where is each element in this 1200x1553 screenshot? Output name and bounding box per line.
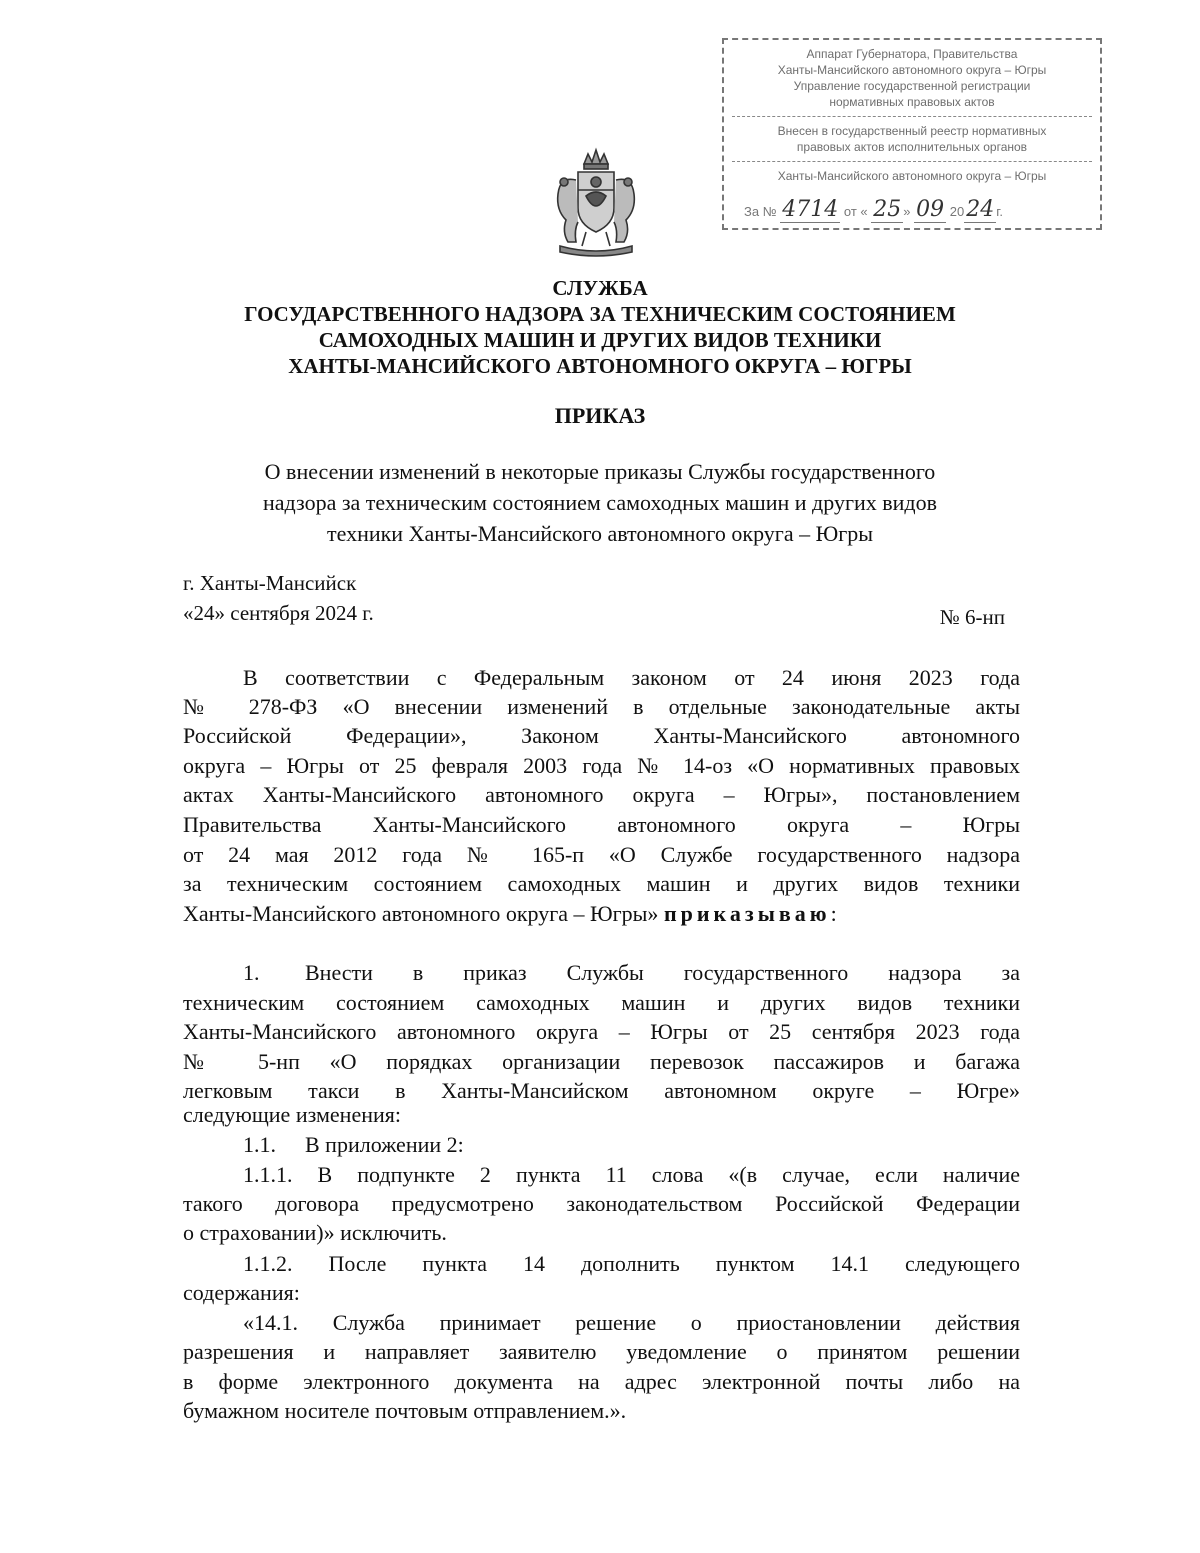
preamble-line: актах Ханты-Мансийского автономного округа – Югры», постановлением [183, 782, 1020, 807]
stamp-divider [732, 161, 1092, 162]
item-1-1-2-text: После пункта 14 дополнить пунктом 14.1 следующего [328, 1251, 1021, 1276]
item-1-text: Внести в приказ Службы государственного надзора за [305, 960, 1020, 985]
stamp-entered-line: правовых актов исполнительных органов [796, 140, 1028, 154]
preamble-line: Российской Федерации», Законом Ханты-Мансийского автономного [183, 723, 1020, 748]
item-1-1-2-line [243, 1249, 1020, 1279]
quote-line: бумажном носителе почтовым отправлением.». [183, 1398, 627, 1423]
place-and-date [183, 568, 374, 628]
registration-stamp [722, 38, 1102, 230]
document-subject [150, 456, 1050, 549]
stamp-reg-month: 09 [916, 197, 945, 222]
org-line: СЛУЖБА [552, 276, 648, 300]
stamp-region: Ханты-Мансийского автономного округа – Югры [777, 169, 1047, 183]
stamp-reg-day: 25 [873, 197, 902, 222]
stamp-reg-year-suffix: г. [996, 204, 1003, 219]
city: г. Ханты-Мансийск [183, 571, 357, 595]
preamble-text: Ханты-Мансийского автономного округа – Югры» [183, 901, 659, 926]
coat-of-arms-icon [546, 146, 646, 258]
document-type: ПРИКАЗ [554, 403, 646, 428]
subject-line: надзора за техническим состоянием самоходных машин и других видов [263, 490, 937, 515]
org-line: ГОСУДАРСТВЕННОГО НАДЗОРА ЗА ТЕХНИЧЕСКИМ СОСТОЯНИЕМ [244, 302, 956, 326]
item-1-1-1-line [243, 1160, 1020, 1190]
item-1-1-line [243, 1130, 1020, 1160]
preamble-line: № 278-ФЗ «О внесении изменений в отдельные законодательные акты [183, 694, 1020, 719]
item-1-line: техническим состоянием самоходных машин и других видов техники [183, 990, 1020, 1015]
document-date: «24» сентября 2024 г. [183, 601, 374, 625]
preamble-last-line [183, 899, 1020, 929]
quote-line: разрешения и направляет заявителю уведомление о принятом решении [183, 1339, 1020, 1364]
item-1-1-1-text: В подпункте 2 пункта 11 слова «(в случае, если наличие [317, 1162, 1020, 1187]
item-1-1-1-line: о страховании)» исключить. [183, 1220, 447, 1245]
preamble-line: Правительства Ханты-Мансийского автономного округа – Югры [183, 812, 1020, 837]
item-1-line: № 5-нп «О порядках организации перевозок пассажиров и багажа [183, 1049, 1020, 1074]
organization-name [150, 275, 1050, 379]
item-1-1-2-line: содержания: [183, 1280, 300, 1305]
org-line: ХАНТЫ-МАНСИЙСКОГО АВТОНОМНОГО ОКРУГА – ЮГРЫ [288, 354, 912, 378]
item-1-1-text: В приложении 2: [305, 1132, 464, 1157]
org-line: САМОХОДНЫХ МАШИН И ДРУГИХ ВИДОВ ТЕХНИКИ [318, 328, 882, 352]
document-number: № 6-нп [939, 605, 1005, 629]
item-1-line: легковым такси в Ханты-Мансийском автономном округе – Югре» [183, 1078, 1020, 1103]
preamble-line: от 24 мая 2012 года № 165-п «О Службе государственного надзора [183, 842, 1020, 867]
item-1-number: 1. [243, 960, 260, 985]
preamble-line: за техническим состоянием самоходных машин и других видов техники [183, 871, 1020, 896]
order-word: приказываю [663, 901, 831, 926]
item-1-1-number: 1.1. [243, 1132, 276, 1157]
stamp-reg-day-close: » [903, 204, 911, 219]
stamp-reg-from: от « [843, 204, 868, 219]
subject-line: техники Ханты-Мансийского автономного округа – Югры [326, 521, 874, 546]
quote-line: в форме электронного документа на адрес электронной почты либо на [183, 1369, 1020, 1394]
preamble-line: В соответствии с Федеральным законом от 24 июня 2023 года [243, 665, 1020, 690]
item-1-1-1-number: 1.1.1. [243, 1162, 293, 1187]
stamp-reg-year: 24 [966, 197, 995, 222]
item-1-line: Ханты-Мансийского автономного округа – Югры от 25 сентября 2023 года [183, 1019, 1020, 1044]
item-1-line: следующие изменения: [183, 1102, 401, 1127]
stamp-line: нормативных правовых актов [829, 95, 995, 109]
stamp-reg-year-prefix: 20 [949, 204, 965, 219]
stamp-entered-line: Внесен в государственный реестр нормативных [777, 124, 1047, 138]
item-1-1-1-line: такого договора предусмотрено законодательством Российской Федерации [183, 1191, 1020, 1216]
stamp-divider [732, 116, 1092, 117]
subject-line: О внесении изменений в некоторые приказы Службы государственного [264, 459, 936, 484]
preamble-line: округа – Югры от 25 февраля 2003 года № 14-оз «О нормативных правовых [183, 753, 1020, 778]
item-1-line [243, 958, 1020, 988]
order-colon: : [830, 901, 837, 926]
stamp-registration-line [744, 197, 1090, 222]
stamp-line: Аппарат Губернатора, Правительства [806, 47, 1018, 61]
stamp-reg-number: 4714 [782, 197, 839, 222]
item-1-1-2-number: 1.1.2. [243, 1251, 293, 1276]
stamp-line: Управление государственной регистрации [793, 79, 1031, 93]
stamp-line: Ханты-Мансийского автономного округа – Югры [777, 63, 1047, 77]
stamp-reg-prefix: За № [744, 204, 777, 219]
quote-line: «14.1. Служба принимает решение о приостановлении действия [243, 1310, 1020, 1335]
